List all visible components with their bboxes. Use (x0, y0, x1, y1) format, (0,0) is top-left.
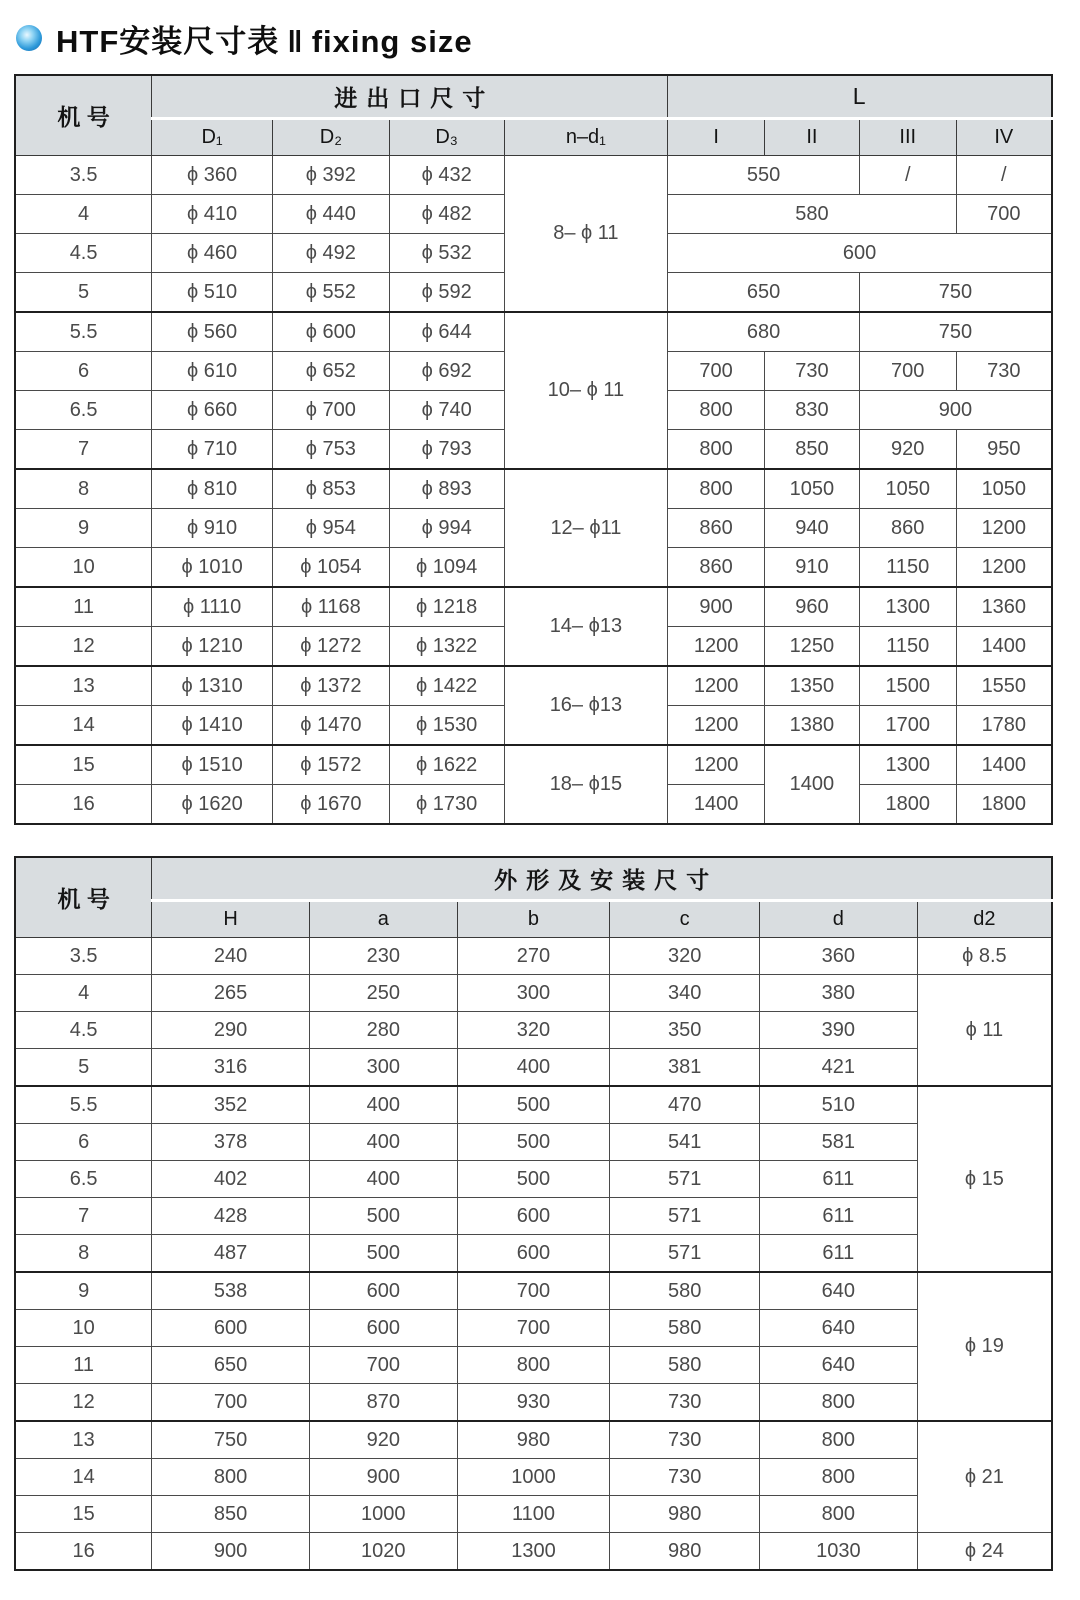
machine-no-cell: 6 (15, 1124, 152, 1161)
data-cell: 360 (760, 938, 918, 975)
table-row (15, 975, 1052, 1012)
data-cell: 500 (457, 1124, 610, 1161)
machine-no-cell: 9 (15, 1272, 152, 1310)
data-cell: 571 (610, 1161, 760, 1198)
data-cell: 500 (309, 1198, 457, 1235)
data-cell: 1000 (309, 1496, 457, 1533)
data-cell: ϕ 954 (272, 509, 389, 548)
data-cell: ϕ 1110 (152, 587, 273, 627)
data-cell: ϕ 753 (272, 430, 389, 470)
data-cell: 571 (610, 1198, 760, 1235)
data-cell: 1030 (760, 1533, 918, 1571)
machine-no-header: 机 号 (15, 857, 152, 938)
machine-no-cell: 10 (15, 1310, 152, 1347)
data-cell: 280 (309, 1012, 457, 1049)
table-row (15, 1496, 1052, 1533)
data-cell: 550 (668, 156, 860, 195)
data-cell: ϕ 11 (917, 975, 1052, 1087)
data-cell: 920 (309, 1421, 457, 1459)
machine-no-cell: 12 (15, 627, 152, 667)
data-cell: 700 (859, 352, 956, 391)
table-row (15, 1161, 1052, 1198)
data-cell: ϕ 700 (272, 391, 389, 430)
data-cell: 400 (457, 1049, 610, 1087)
data-cell: 487 (152, 1235, 310, 1273)
column-header: d2 (917, 901, 1052, 938)
data-cell: 600 (309, 1310, 457, 1347)
blue-orb-bullet-icon (16, 25, 42, 51)
data-cell: 700 (309, 1347, 457, 1384)
data-cell: 538 (152, 1272, 310, 1310)
machine-no-cell: 14 (15, 706, 152, 746)
data-cell: 830 (765, 391, 860, 430)
data-cell: 700 (457, 1272, 610, 1310)
machine-no-cell: 11 (15, 587, 152, 627)
data-cell: 680 (668, 312, 860, 352)
data-cell: 750 (152, 1421, 310, 1459)
data-cell: 390 (760, 1012, 918, 1049)
table-row (15, 312, 1052, 352)
data-cell: 580 (610, 1310, 760, 1347)
machine-no-cell: 7 (15, 1198, 152, 1235)
data-cell: 352 (152, 1086, 310, 1124)
data-cell: 700 (152, 1384, 310, 1422)
data-cell: 500 (457, 1086, 610, 1124)
data-cell: ϕ 8.5 (917, 938, 1052, 975)
data-cell: 800 (457, 1347, 610, 1384)
data-cell: ϕ 560 (152, 312, 273, 352)
data-cell: ϕ 360 (152, 156, 273, 195)
machine-no-cell: 9 (15, 509, 152, 548)
data-cell: 1100 (457, 1496, 610, 1533)
column-group-header: 进出口尺寸 (152, 75, 668, 119)
data-cell: ϕ 1572 (272, 745, 389, 785)
table-row (15, 938, 1052, 975)
data-cell: 1800 (859, 785, 956, 825)
data-cell: ϕ 1510 (152, 745, 273, 785)
column-header: IV (956, 119, 1052, 156)
data-cell: 428 (152, 1198, 310, 1235)
column-header: d (760, 901, 918, 938)
data-cell: 640 (760, 1310, 918, 1347)
data-cell: ϕ 1410 (152, 706, 273, 746)
data-cell: 400 (309, 1086, 457, 1124)
data-cell: ϕ 1168 (272, 587, 389, 627)
data-cell: ϕ 1620 (152, 785, 273, 825)
data-cell: 10– ϕ 11 (504, 312, 668, 469)
data-cell: 381 (610, 1049, 760, 1087)
data-cell: 800 (760, 1384, 918, 1422)
data-cell: 316 (152, 1049, 310, 1087)
column-header: III (859, 119, 956, 156)
machine-no-cell: 16 (15, 785, 152, 825)
data-cell: 600 (309, 1272, 457, 1310)
machine-no-cell: 8 (15, 1235, 152, 1273)
data-cell: 580 (610, 1347, 760, 1384)
data-cell: 900 (309, 1459, 457, 1496)
machine-no-cell: 3.5 (15, 938, 152, 975)
data-cell: 402 (152, 1161, 310, 1198)
machine-no-cell: 10 (15, 548, 152, 588)
data-cell: ϕ 692 (389, 352, 504, 391)
data-cell: ϕ 15 (917, 1086, 1052, 1272)
data-cell: ϕ 1310 (152, 666, 273, 706)
data-cell: 270 (457, 938, 610, 975)
data-cell: 400 (309, 1124, 457, 1161)
data-cell: 900 (668, 587, 765, 627)
data-cell: 750 (859, 273, 1052, 313)
data-cell: ϕ 392 (272, 156, 389, 195)
data-cell: ϕ 893 (389, 469, 504, 509)
data-cell: 960 (765, 587, 860, 627)
table-row (15, 1198, 1052, 1235)
data-cell: 378 (152, 1124, 310, 1161)
data-cell: 700 (668, 352, 765, 391)
data-cell: 580 (668, 195, 956, 234)
data-cell: 930 (457, 1384, 610, 1422)
data-cell: 1200 (956, 509, 1052, 548)
data-cell: 421 (760, 1049, 918, 1087)
data-cell: 730 (610, 1459, 760, 1496)
data-cell: 730 (956, 352, 1052, 391)
machine-no-cell: 6.5 (15, 1161, 152, 1198)
data-cell: 1050 (956, 469, 1052, 509)
data-cell: ϕ 1670 (272, 785, 389, 825)
table-row (15, 1235, 1052, 1273)
data-cell: 650 (152, 1347, 310, 1384)
data-cell: 300 (457, 975, 610, 1012)
data-cell: ϕ 592 (389, 273, 504, 313)
column-header: D₃ (389, 119, 504, 156)
data-cell: 12– ϕ11 (504, 469, 668, 587)
data-cell: ϕ 482 (389, 195, 504, 234)
data-cell: ϕ 492 (272, 234, 389, 273)
data-cell: 1250 (765, 627, 860, 667)
fixing-size-table-outline-mounting (14, 856, 1053, 1571)
data-cell: 1200 (668, 706, 765, 746)
data-cell: ϕ 1094 (389, 548, 504, 588)
data-cell: ϕ 994 (389, 509, 504, 548)
machine-no-cell: 13 (15, 1421, 152, 1459)
data-cell: 900 (152, 1533, 310, 1571)
data-cell: 1350 (765, 666, 860, 706)
data-cell: 1800 (956, 785, 1052, 825)
table-row (15, 1012, 1052, 1049)
data-cell: 750 (859, 312, 1052, 352)
data-cell: ϕ 1010 (152, 548, 273, 588)
header-sub-row (15, 901, 1052, 938)
table-row (15, 1347, 1052, 1384)
data-cell: 571 (610, 1235, 760, 1273)
table-row (15, 666, 1052, 706)
data-cell: ϕ 710 (152, 430, 273, 470)
machine-no-cell: 5 (15, 273, 152, 313)
data-cell: 580 (610, 1272, 760, 1310)
data-cell: 500 (309, 1235, 457, 1273)
data-cell: ϕ 440 (272, 195, 389, 234)
column-header: a (309, 901, 457, 938)
data-cell: 1020 (309, 1533, 457, 1571)
data-cell: 850 (765, 430, 860, 470)
page-title-row (16, 20, 1053, 59)
data-cell: 800 (760, 1421, 918, 1459)
data-cell: 800 (668, 391, 765, 430)
data-cell: 1700 (859, 706, 956, 746)
data-cell: 400 (309, 1161, 457, 1198)
data-cell: ϕ 432 (389, 156, 504, 195)
data-cell: 900 (859, 391, 1052, 430)
data-cell: 230 (309, 938, 457, 975)
column-header: b (457, 901, 610, 938)
data-cell: 860 (859, 509, 956, 548)
data-cell: 800 (668, 430, 765, 470)
data-cell: 611 (760, 1235, 918, 1273)
data-cell: 800 (760, 1459, 918, 1496)
machine-no-header: 机 号 (15, 75, 152, 156)
machine-no-cell: 7 (15, 430, 152, 470)
table-row (15, 1384, 1052, 1422)
data-cell: 940 (765, 509, 860, 548)
data-cell: 541 (610, 1124, 760, 1161)
machine-no-cell: 4 (15, 195, 152, 234)
data-cell: ϕ 1272 (272, 627, 389, 667)
data-cell: 1300 (859, 745, 956, 785)
data-cell: ϕ 1422 (389, 666, 504, 706)
title-separator: ‖ (287, 23, 304, 59)
data-cell: 1360 (956, 587, 1052, 627)
column-header: D₁ (152, 119, 273, 156)
header-group-row (15, 75, 1052, 119)
data-cell: 730 (610, 1384, 760, 1422)
data-cell: 581 (760, 1124, 918, 1161)
data-cell: 1200 (668, 627, 765, 667)
column-header: I (668, 119, 765, 156)
machine-no-cell: 5.5 (15, 312, 152, 352)
data-cell: 470 (610, 1086, 760, 1124)
data-cell: ϕ 460 (152, 234, 273, 273)
data-cell: 16– ϕ13 (504, 666, 668, 745)
data-cell: / (956, 156, 1052, 195)
data-cell: 640 (760, 1347, 918, 1384)
data-cell: 1300 (457, 1533, 610, 1571)
machine-no-cell: 4.5 (15, 1012, 152, 1049)
data-cell: 611 (760, 1198, 918, 1235)
data-cell: 14– ϕ13 (504, 587, 668, 666)
data-cell: 980 (610, 1496, 760, 1533)
machine-no-cell: 6 (15, 352, 152, 391)
machine-no-cell: 5 (15, 1049, 152, 1087)
data-cell: 1550 (956, 666, 1052, 706)
data-cell: ϕ 1622 (389, 745, 504, 785)
data-cell: 1200 (956, 548, 1052, 588)
data-cell: ϕ 19 (917, 1272, 1052, 1421)
column-header: n–d₁ (504, 119, 668, 156)
data-cell: ϕ 853 (272, 469, 389, 509)
table-row (15, 469, 1052, 509)
data-cell: 850 (152, 1496, 310, 1533)
data-cell: ϕ 410 (152, 195, 273, 234)
data-cell: ϕ 810 (152, 469, 273, 509)
data-cell: 860 (668, 509, 765, 548)
table-row (15, 1049, 1052, 1087)
data-cell: ϕ 610 (152, 352, 273, 391)
page-title-zh: HTF安装尺寸表 (56, 23, 280, 59)
data-cell: ϕ 600 (272, 312, 389, 352)
table-row (15, 156, 1052, 195)
header-sub-row (15, 119, 1052, 156)
data-cell: 1200 (668, 666, 765, 706)
data-cell: 8– ϕ 11 (504, 156, 668, 313)
page-title-en: fixing size (311, 23, 473, 59)
data-cell: 1780 (956, 706, 1052, 746)
data-cell: 250 (309, 975, 457, 1012)
data-cell: 700 (956, 195, 1052, 234)
machine-no-cell: 3.5 (15, 156, 152, 195)
data-cell: ϕ 532 (389, 234, 504, 273)
data-cell: 290 (152, 1012, 310, 1049)
machine-no-cell: 8 (15, 469, 152, 509)
data-cell: 1000 (457, 1459, 610, 1496)
data-cell: ϕ 652 (272, 352, 389, 391)
data-cell: ϕ 1218 (389, 587, 504, 627)
data-cell: ϕ 552 (272, 273, 389, 313)
data-cell: ϕ 1210 (152, 627, 273, 667)
data-cell: 860 (668, 548, 765, 588)
table-row (15, 1533, 1052, 1571)
data-cell: 320 (457, 1012, 610, 1049)
column-header: c (610, 901, 760, 938)
data-cell: 611 (760, 1161, 918, 1198)
column-header: II (765, 119, 860, 156)
data-cell: 800 (668, 469, 765, 509)
data-cell: 1400 (956, 627, 1052, 667)
machine-no-cell: 14 (15, 1459, 152, 1496)
data-cell: ϕ 24 (917, 1533, 1052, 1571)
data-cell: 640 (760, 1272, 918, 1310)
data-cell: 265 (152, 975, 310, 1012)
data-cell: 510 (760, 1086, 918, 1124)
column-header: H (152, 901, 310, 938)
column-group-header: L (668, 75, 1052, 119)
data-cell: 1150 (859, 627, 956, 667)
data-cell: ϕ 1470 (272, 706, 389, 746)
table-row (15, 1310, 1052, 1347)
data-cell: 350 (610, 1012, 760, 1049)
data-cell: 600 (152, 1310, 310, 1347)
page-title (56, 16, 473, 61)
data-cell: 1400 (765, 745, 860, 824)
data-cell: 1050 (765, 469, 860, 509)
table-row (15, 1124, 1052, 1161)
data-cell: ϕ 1322 (389, 627, 504, 667)
data-cell: 800 (152, 1459, 310, 1496)
data-cell: 1500 (859, 666, 956, 706)
data-cell: 380 (760, 975, 918, 1012)
machine-no-cell: 13 (15, 666, 152, 706)
table-row (15, 1086, 1052, 1124)
data-cell: 1380 (765, 706, 860, 746)
data-cell: 1300 (859, 587, 956, 627)
column-header: D₂ (272, 119, 389, 156)
machine-no-cell: 15 (15, 745, 152, 785)
data-cell: 910 (765, 548, 860, 588)
data-cell: 600 (668, 234, 1052, 273)
data-cell: ϕ 793 (389, 430, 504, 470)
data-cell: 870 (309, 1384, 457, 1422)
table-row (15, 1272, 1052, 1310)
data-cell: / (859, 156, 956, 195)
data-cell: ϕ 21 (917, 1421, 1052, 1533)
table-row (15, 1421, 1052, 1459)
column-group-header: 外形及安装尺寸 (152, 857, 1052, 901)
table-row (15, 587, 1052, 627)
data-cell: 920 (859, 430, 956, 470)
data-cell: 1200 (668, 745, 765, 785)
data-cell: 1150 (859, 548, 956, 588)
data-cell: 1400 (956, 745, 1052, 785)
machine-no-cell: 4.5 (15, 234, 152, 273)
data-cell: 800 (760, 1496, 918, 1533)
machine-no-cell: 12 (15, 1384, 152, 1422)
data-cell: 18– ϕ15 (504, 745, 668, 824)
data-cell: ϕ 740 (389, 391, 504, 430)
data-cell: 300 (309, 1049, 457, 1087)
header-group-row (15, 857, 1052, 901)
data-cell: ϕ 1372 (272, 666, 389, 706)
data-cell: 340 (610, 975, 760, 1012)
data-cell: ϕ 1530 (389, 706, 504, 746)
data-cell: 600 (457, 1198, 610, 1235)
data-cell: 320 (610, 938, 760, 975)
machine-no-cell: 6.5 (15, 391, 152, 430)
data-cell: 240 (152, 938, 310, 975)
data-cell: 600 (457, 1235, 610, 1273)
machine-no-cell: 5.5 (15, 1086, 152, 1124)
data-cell: 730 (765, 352, 860, 391)
data-cell: ϕ 910 (152, 509, 273, 548)
data-cell: ϕ 644 (389, 312, 504, 352)
machine-no-cell: 4 (15, 975, 152, 1012)
data-cell: ϕ 1730 (389, 785, 504, 825)
table-row (15, 745, 1052, 785)
data-cell: 950 (956, 430, 1052, 470)
data-cell: 1400 (668, 785, 765, 825)
data-cell: 650 (668, 273, 860, 313)
fixing-size-table-inlet-outlet (14, 74, 1053, 825)
data-cell: 500 (457, 1161, 610, 1198)
data-cell: ϕ 660 (152, 391, 273, 430)
data-cell: ϕ 1054 (272, 548, 389, 588)
data-cell: ϕ 510 (152, 273, 273, 313)
machine-no-cell: 15 (15, 1496, 152, 1533)
data-cell: 1050 (859, 469, 956, 509)
machine-no-cell: 11 (15, 1347, 152, 1384)
machine-no-cell: 16 (15, 1533, 152, 1571)
data-cell: 980 (457, 1421, 610, 1459)
table-row (15, 1459, 1052, 1496)
data-cell: 700 (457, 1310, 610, 1347)
data-cell: 980 (610, 1533, 760, 1571)
data-cell: 730 (610, 1421, 760, 1459)
